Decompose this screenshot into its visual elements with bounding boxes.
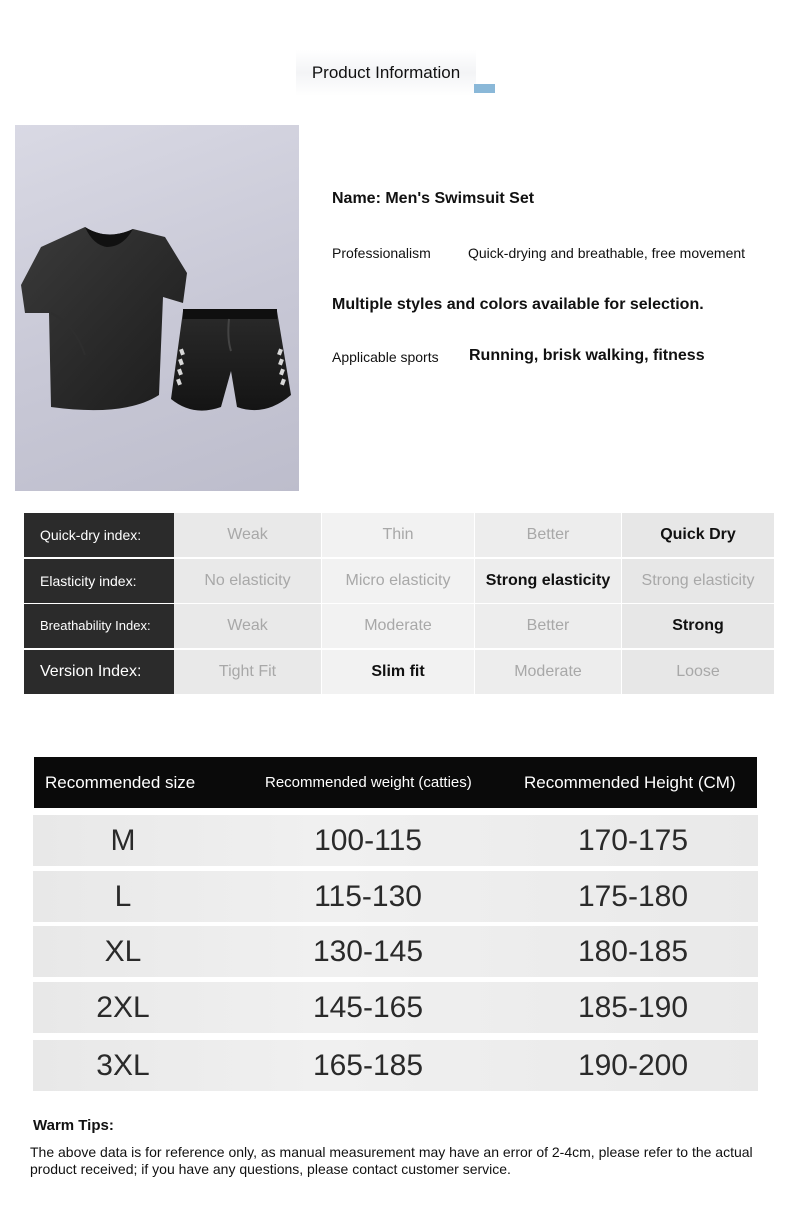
weight-cell: 100-115 <box>314 824 422 857</box>
index-option: Micro elasticity <box>322 559 474 603</box>
weight-cell: 145-165 <box>312 991 424 1024</box>
size-cell: XL <box>104 935 142 968</box>
size-cell: L <box>114 880 132 913</box>
product-name: Name: Men's Swimsuit Set <box>332 190 535 207</box>
index-option: Weak <box>174 513 321 557</box>
height-cell: 185-190 <box>577 991 689 1024</box>
index-option: Strong elasticity <box>475 559 621 603</box>
size-cell: 2XL <box>96 991 150 1024</box>
index-option: Quick Dry <box>622 513 774 557</box>
professionalism-label: Professionalism <box>332 245 431 261</box>
sports-label: Applicable sports <box>332 349 439 365</box>
index-label: Version Index: <box>24 650 174 694</box>
product-image <box>15 125 299 491</box>
index-label: Quick-dry index: <box>24 513 174 557</box>
table-row <box>33 871 758 922</box>
table-row <box>33 815 758 866</box>
index-option: Strong elasticity <box>622 559 774 603</box>
height-cell: 170-175 <box>577 824 689 857</box>
column-header-size: Recommended size <box>45 773 196 792</box>
section-title: Product Information <box>296 50 476 96</box>
height-cell: 180-185 <box>577 935 689 968</box>
weight-cell: 115-130 <box>314 880 422 913</box>
index-label: Elasticity index: <box>24 559 174 603</box>
index-option: Strong <box>622 604 774 648</box>
table-row <box>33 926 758 977</box>
index-option: Tight Fit <box>174 650 321 694</box>
professionalism-value: Quick-drying and breathable, free movement <box>468 245 746 261</box>
size-cell: 3XL <box>96 1049 150 1082</box>
table-row <box>33 1040 758 1091</box>
weight-cell: 165-185 <box>312 1049 424 1082</box>
column-header-weight: Recommended weight (catties) <box>265 774 472 791</box>
title-accent-bar <box>474 84 495 93</box>
index-row-quick-dry <box>24 513 774 557</box>
index-option: Moderate <box>475 650 621 694</box>
index-option: Thin <box>322 513 474 557</box>
weight-cell: 130-145 <box>312 935 424 968</box>
index-option: Better <box>475 513 621 557</box>
index-option: Slim fit <box>322 650 474 694</box>
sports-value: Running, brisk walking, fitness <box>469 347 705 364</box>
index-option: Moderate <box>322 604 474 648</box>
index-label: Breathability Index: <box>24 604 174 648</box>
table-row <box>33 982 758 1033</box>
index-row-breathability <box>24 604 774 648</box>
index-option: Weak <box>174 604 321 648</box>
column-header-height: Recommended Height (CM) <box>524 773 736 792</box>
index-row-version <box>24 650 774 694</box>
height-cell: 190-200 <box>577 1049 689 1082</box>
index-option: No elasticity <box>174 559 321 603</box>
index-row-elasticity <box>24 559 774 603</box>
tips-title: Warm Tips: <box>33 1117 114 1134</box>
size-table-header <box>34 757 757 808</box>
tips-text: The above data is for reference only, as manual measurement may have an error of 2-4cm, please refer to the actual product received; if you have any questions, please contact customer service. <box>30 1144 753 1177</box>
styles-note: Multiple styles and colors available for selection. <box>332 296 704 313</box>
index-option: Better <box>475 604 621 648</box>
size-cell: M <box>110 824 136 857</box>
index-option: Loose <box>622 650 774 694</box>
height-cell: 175-180 <box>577 880 689 913</box>
tshirt-shorts-set-icon <box>15 125 299 491</box>
